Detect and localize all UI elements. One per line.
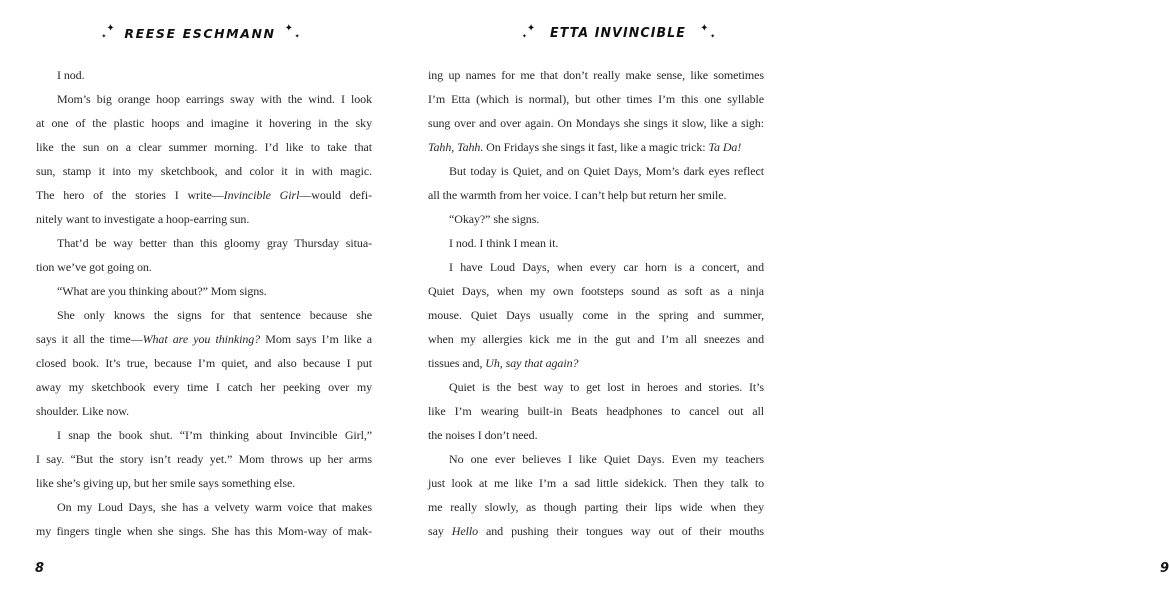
body-text: away my sketchbook every time I catch her peeking over my bbox=[36, 380, 372, 394]
text-line bbox=[36, 351, 372, 375]
running-head-left bbox=[101, 24, 298, 42]
body-text: I nod. bbox=[57, 68, 85, 82]
body-text: I snap the book shut. “I’m thinking about Invincible Girl,” bbox=[57, 428, 372, 442]
body-text: sung over and over again. On Mondays she sings it slow, like a sigh: bbox=[428, 116, 764, 130]
body-text: like I’m wearing built-in Beats headphones to cancel out all bbox=[428, 404, 764, 418]
text-line bbox=[36, 423, 372, 447]
text-line bbox=[36, 519, 372, 543]
text-line bbox=[36, 375, 372, 399]
body-text: —would defi- bbox=[299, 188, 372, 202]
italic-text: Hello bbox=[451, 524, 479, 538]
text-line bbox=[428, 231, 764, 255]
body-text: On my Loud Days, she has a velvety warm voice that makes bbox=[57, 500, 372, 514]
body-text: Mom’s big orange hoop earrings sway with the wind. I look bbox=[57, 92, 372, 106]
body-text: Quiet is the best way to get lost in heroes and stories. It’s bbox=[449, 380, 764, 394]
sparkle-icon: ✦ bbox=[106, 23, 115, 34]
text-line bbox=[428, 447, 764, 471]
body-text: all the warmth from her voice. I can’t help but return her smile. bbox=[428, 188, 727, 202]
body-text: The hero of the stories I write— bbox=[36, 188, 224, 202]
body-text: says it all the time— bbox=[36, 332, 143, 346]
sparkle-icon: ✦ bbox=[521, 33, 527, 40]
text-line bbox=[36, 183, 372, 207]
body-text: and pushing their tongues way out of their mouths bbox=[478, 524, 764, 538]
sparkle-icon: ✦ bbox=[284, 23, 293, 34]
body-text: tissues and, bbox=[428, 356, 486, 370]
text-line bbox=[36, 303, 372, 327]
sparkle-icon: ✦ bbox=[526, 23, 536, 34]
text-line bbox=[428, 423, 764, 447]
text-line bbox=[428, 135, 764, 159]
sparkle-icon bbox=[285, 24, 299, 42]
text-line bbox=[428, 255, 764, 279]
body-text: But today is Quiet, and on Quiet Days, Mom’s dark eyes reflect bbox=[449, 164, 764, 178]
text-line bbox=[428, 351, 764, 375]
body-text: tion we’ve got going on. bbox=[36, 260, 152, 274]
text-line bbox=[428, 87, 764, 111]
text-line bbox=[36, 471, 372, 495]
body-text: No one ever believes I like Quiet Days. Even my teachers bbox=[449, 452, 764, 466]
text-line bbox=[428, 63, 764, 87]
sparkle-icon: ✦ bbox=[294, 33, 300, 40]
page-number: 8 bbox=[35, 561, 45, 576]
text-line bbox=[36, 231, 372, 255]
italic-text: Invincible Girl bbox=[223, 188, 300, 202]
text-line bbox=[36, 159, 372, 183]
body-text: when my allergies kick me in the gut and I’m all sneezes and bbox=[428, 332, 764, 346]
text-line bbox=[428, 375, 764, 399]
body-text: shoulder. Like now. bbox=[36, 404, 130, 418]
sparkle-icon bbox=[101, 24, 115, 42]
body-text: She only knows the signs for that sentence because she bbox=[57, 308, 372, 322]
body-text: my fingers tingle when she sings. She has this Mom-way of mak- bbox=[36, 524, 372, 538]
text-line bbox=[428, 519, 764, 543]
body-text: “Okay?” she signs. bbox=[449, 212, 540, 226]
body-text: like she’s giving up, but her smile says something else. bbox=[36, 476, 296, 490]
italic-text: Uh, say that again? bbox=[485, 356, 579, 370]
body-text: I’m Etta (which is normal), but other times I’m this one syllable bbox=[428, 92, 764, 106]
text-line bbox=[428, 279, 764, 303]
body-text: I nod. I think I mean it. bbox=[449, 236, 559, 250]
body-text: I have Loud Days, when every car horn is a concert, and bbox=[449, 260, 764, 274]
body-text: “What are you thinking about?” Mom signs. bbox=[57, 284, 267, 298]
text-line bbox=[36, 207, 372, 231]
text-line bbox=[428, 327, 764, 351]
page-number: 9 bbox=[1160, 561, 1169, 576]
text-line bbox=[428, 207, 764, 231]
text-line bbox=[36, 87, 372, 111]
text-line bbox=[36, 111, 372, 135]
italic-text: Tahh, Tahh. bbox=[428, 140, 484, 154]
sparkle-icon: ✦ bbox=[700, 23, 709, 34]
body-text: say bbox=[428, 524, 452, 538]
body-text: That’d be way better than this gloomy gray Thursday situa- bbox=[57, 236, 372, 250]
text-line bbox=[428, 471, 764, 495]
text-line bbox=[36, 495, 372, 519]
sparkle-icon: ✦ bbox=[710, 33, 716, 40]
text-line bbox=[428, 183, 764, 207]
italic-text: What are you thinking? bbox=[142, 332, 261, 346]
body-text: me really slowly, as though parting their lips wide when they bbox=[428, 500, 764, 514]
text-line bbox=[36, 135, 372, 159]
text-line bbox=[36, 327, 372, 351]
book-title: ETTA INVINCIBLE bbox=[550, 25, 686, 41]
body-text: just look at me like I’m a sad little sidekick. Then they talk to bbox=[428, 476, 764, 490]
body-text: at one of the plastic hoops and imagine it hovering in the sky bbox=[36, 116, 372, 130]
body-text: On Fridays she sings it fast, like a magic trick: bbox=[483, 140, 709, 154]
sparkle-icon bbox=[522, 24, 536, 42]
text-line bbox=[428, 111, 764, 135]
author-name: REESE ESCHMANN bbox=[124, 25, 276, 41]
running-head-right bbox=[522, 24, 714, 42]
italic-text: Ta Da! bbox=[708, 140, 742, 154]
body-text: mouse. Quiet Days usually come in the spring and summer, bbox=[428, 308, 764, 322]
text-line bbox=[36, 255, 372, 279]
body-text: closed book. It’s true, because I’m quiet, and also because I put bbox=[36, 356, 372, 370]
right-page-body bbox=[428, 63, 764, 543]
sparkle-icon: ✦ bbox=[101, 33, 107, 40]
body-text: like the sun on a clear summer morning. I’d like to take that bbox=[36, 140, 372, 154]
body-text: nitely want to investigate a hoop-earring sun. bbox=[36, 212, 250, 226]
text-line bbox=[428, 303, 764, 327]
text-line bbox=[36, 279, 372, 303]
body-text: ing up names for me that don’t really make sense, like sometimes bbox=[428, 68, 764, 82]
body-text: I say. “But the story isn’t ready yet.” Mom throws up her arms bbox=[36, 452, 372, 466]
body-text: Mom says I’m like a bbox=[260, 332, 373, 346]
text-line bbox=[36, 399, 372, 423]
text-line bbox=[428, 495, 764, 519]
text-line bbox=[428, 159, 764, 183]
text-line bbox=[36, 447, 372, 471]
left-page-body bbox=[36, 63, 372, 543]
body-text: Quiet Days, when my own footsteps sound as soft as a ninja bbox=[428, 284, 764, 298]
body-text: sun, stamp it into my sketchbook, and color it in with magic. bbox=[36, 164, 372, 178]
text-line bbox=[428, 399, 764, 423]
sparkle-icon bbox=[700, 24, 714, 42]
body-text: the noises I don’t need. bbox=[428, 428, 538, 442]
text-line bbox=[36, 63, 372, 87]
